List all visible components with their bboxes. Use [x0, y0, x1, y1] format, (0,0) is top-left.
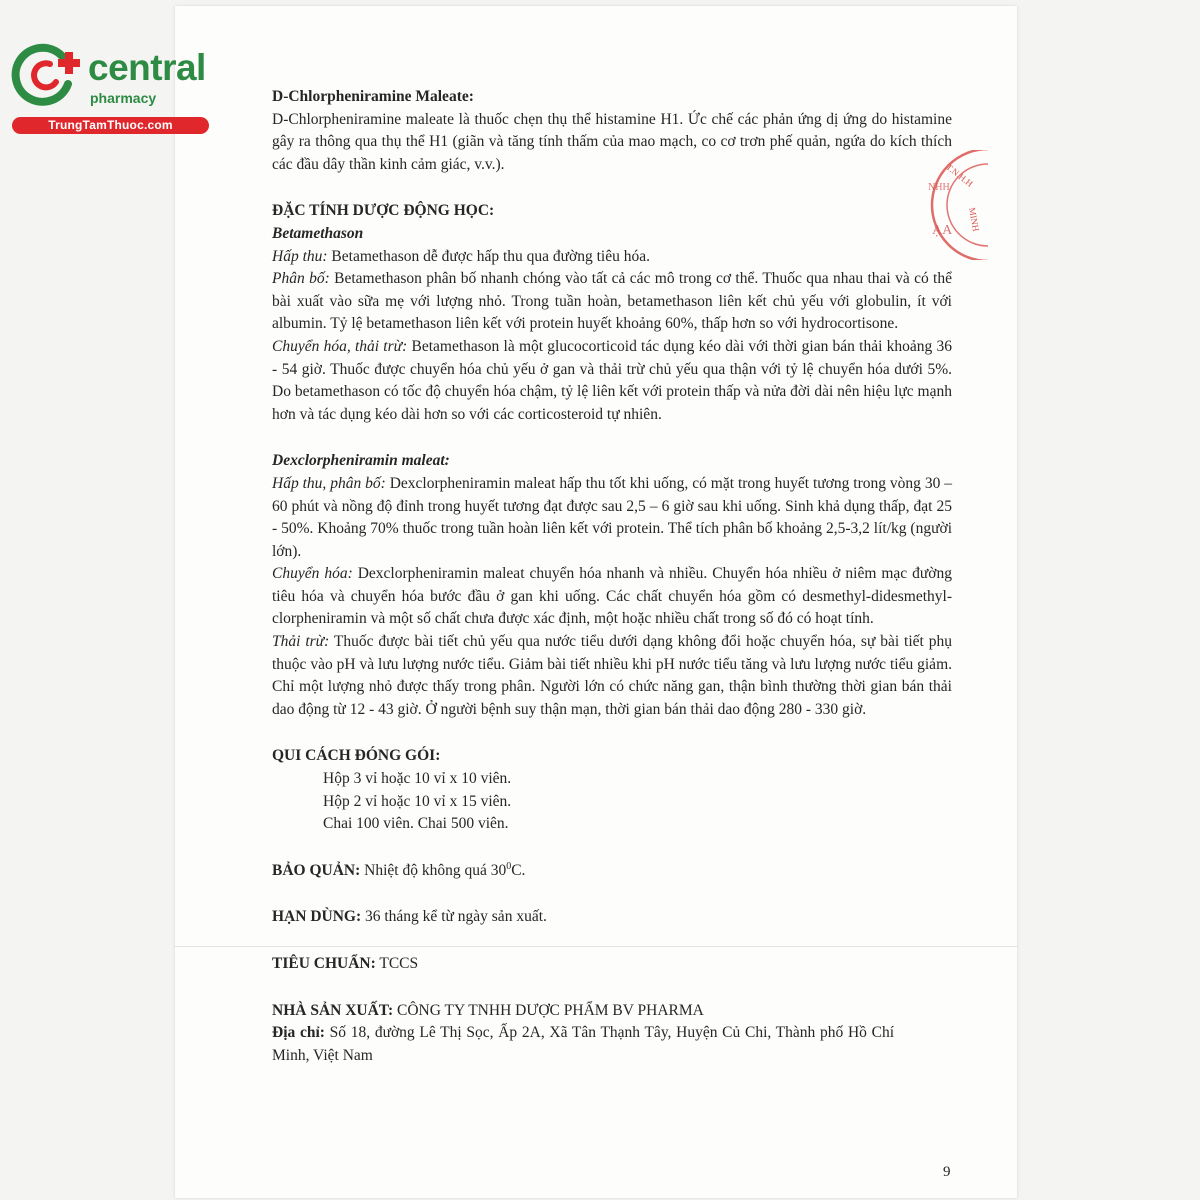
storage-text: Nhiệt độ không quá 30 — [360, 861, 507, 879]
manufacturer-line — [272, 1000, 952, 1023]
dexclorpheniramin-metabolism-text: Dexclorpheniramin maleat chuyển hóa nhanh và nhiều. Chuyển hóa nhiều ở niêm mạc đường tiêu hóa và chuyển hóa bước đầu ở gan khi uống. Các chất chuyển hóa gồm có desmethyl-didesmethyl-clorpheniramin và một số chất chưa được xác định, một hoặc nhiều chất trong số đó có hoạt tính. — [272, 565, 952, 628]
svg-text:T.N.H.H: T.N.H.H — [944, 161, 975, 189]
packaging-item: Chai 100 viên. Chai 500 viên. — [323, 815, 509, 833]
standard-label: TIÊU CHUẨN: — [272, 955, 376, 972]
dexclorpheniramin-absorption — [272, 473, 952, 563]
svg-text:MINH: MINH — [966, 206, 982, 233]
standard-text: TCCS — [375, 955, 419, 972]
dexclorpheniramin-absorption-label: Hấp thu, phân bố: — [272, 474, 386, 492]
expiry-text: 36 tháng kể từ ngày sản xuất. — [361, 908, 547, 926]
section-dchlorpheniramine-title: D-Chlorpheniramine Maleate: — [272, 88, 474, 105]
betamethason-distribution-text: Betamethason phân bố nhanh chóng vào tất cả các mô trong cơ thể. Thuốc qua nhau thai và có thể bài xuất vào sữa mẹ với lượng nhỏ. Trong tuần hoàn, betamethason liên kết chủ yếu với globulin, ít với albumin. Tỷ lệ betamethason liên kết với protein huyết khoảng 60%, thấp hơn so với hydrocortisone. — [272, 270, 952, 333]
betamethason-absorption-label: Hấp thu: — [272, 247, 328, 265]
dexclorpheniramin-subheading: Dexclorpheniramin maleat: — [272, 452, 450, 470]
address-text: Số 18, đường Lê Thị Sọc, Ấp 2A, Xã Tân Thạnh Tây, Huyện Củ Chi, Thành phố Hồ Chí Minh, Việt Nam — [272, 1024, 894, 1064]
betamethason-absorption — [272, 246, 952, 269]
storage-line — [272, 860, 952, 883]
packaging-heading: QUI CÁCH ĐÓNG GÓI: — [272, 747, 441, 765]
pharmacokinetics-heading: ĐẶC TÍNH DƯỢC ĐỘNG HỌC: — [272, 202, 495, 220]
betamethason-distribution-label: Phân bố: — [272, 270, 330, 288]
betamethason-metabolism-text: Betamethason là một glucocorticoid tác dụng kéo dài với thời gian bán thải khoảng 36 - 54 giờ. Thuốc được chuyển hóa chủ yếu ở gan và thải trừ chủ yếu qua thận với tỷ lệ chuyển hóa dưới 5%. Do betamethason có tốc độ chuyển hóa chậm, tỷ lệ liên kết với protein thấp và nửa đời dài nên hiệu lực mạnh hơn và tác dụng kéo dài hơn so với các corticosteroid tự nhiên. — [272, 337, 953, 423]
dexclorpheniramin-excretion-text: Thuốc được bài tiết chủ yếu qua nước tiểu dưới dạng không đổi hoặc chuyển hóa, sự bài tiết phụ thuộc vào pH và lưu lượng nước tiểu. Giảm bài tiết nhiều khi pH nước tiểu tăng và lưu lượng nước tiểu giảm. Chỉ một lượng nhỏ được thấy trong phân. Người lớn có chức năng gan, thận bình thường thời gian bán thải dao động từ 12 - 43 giờ. Ở người bệnh suy thận mạn, thời gian bán thải dao động 280 - 330 giờ. — [272, 633, 952, 718]
dexclorpheniramin-excretion — [272, 631, 952, 721]
packaging-item: Hộp 2 vỉ hoặc 10 vỉ x 15 viên. — [323, 792, 512, 810]
betamethason-absorption-text: Betamethason dễ được hấp thu qua đường tiêu hóa. — [327, 247, 650, 265]
betamethason-distribution — [272, 268, 952, 336]
expiry-label: HẠN DÙNG: — [272, 908, 362, 926]
manufacturer-label: NHÀ SẢN XUẤT: — [272, 1001, 394, 1019]
logo-brand-name: central — [88, 47, 206, 88]
betamethason-subheading: Betamethason — [272, 224, 364, 242]
standard-line — [272, 953, 952, 976]
dexclorpheniramin-metabolism-label: Chuyển hóa: — [272, 565, 353, 583]
betamethason-metabolism — [272, 336, 952, 426]
svg-text:ẠA: ẠA — [932, 223, 953, 238]
dexclorpheniramin-absorption-text: Dexclorpheniramin maleat hấp thu tốt khi uống, có mặt trong huyết tương trong vòng 30 – 60 phút và nồng độ đỉnh trong huyết tương đạt được sau 2,5 – 6 giờ sau khi uống. Sinh khả dụng thấp, đạt 25 - 50%. Khoảng 70% thuốc trong tuần hoàn liên kết với protein. Thể tích phân bố khoảng 2,5-3,2 lít/kg (người lớn). — [272, 474, 952, 560]
storage-unit: C. — [511, 861, 526, 879]
storage-degree-sup: 0 — [506, 860, 512, 872]
section-dchlorpheniramine-text: D-Chlorpheniramine maleate là thuốc chẹn thụ thể histamine H1. Ức chế các phản ứng dị ứng do histamine gây ra thông qua thụ thể H1 (giãn và tăng tính thấm của mao mạch, co cơ trơn phế quản, ngứa do kích thích các đầu dây thần kinh cảm giác, v.v.). — [272, 110, 952, 173]
expiry-line — [272, 906, 952, 929]
svg-text:NHH: NHH — [928, 182, 950, 193]
betamethason-metabolism-label: Chuyển hóa, thải trừ: — [272, 337, 408, 355]
address-line — [272, 1022, 952, 1067]
dexclorpheniramin-metabolism — [272, 563, 952, 631]
dexclorpheniramin-excretion-label: Thải trừ: — [272, 633, 330, 651]
logo-site-link[interactable]: TrungTamThuoc.com — [12, 117, 209, 134]
packaging-item: Hộp 3 vỉ hoặc 10 vỉ x 10 viên. — [323, 770, 512, 788]
logo-subtitle: pharmacy — [90, 90, 157, 106]
page-number: 9 — [943, 1164, 951, 1180]
manufacturer-text: CÔNG TY TNHH DƯỢC PHẨM BV PHARMA — [393, 1001, 704, 1019]
document-body — [272, 86, 952, 1067]
address-label: Địa chỉ: — [272, 1024, 325, 1042]
storage-label: BẢO QUẢN: — [272, 861, 361, 879]
logo-mark-icon — [10, 38, 90, 108]
